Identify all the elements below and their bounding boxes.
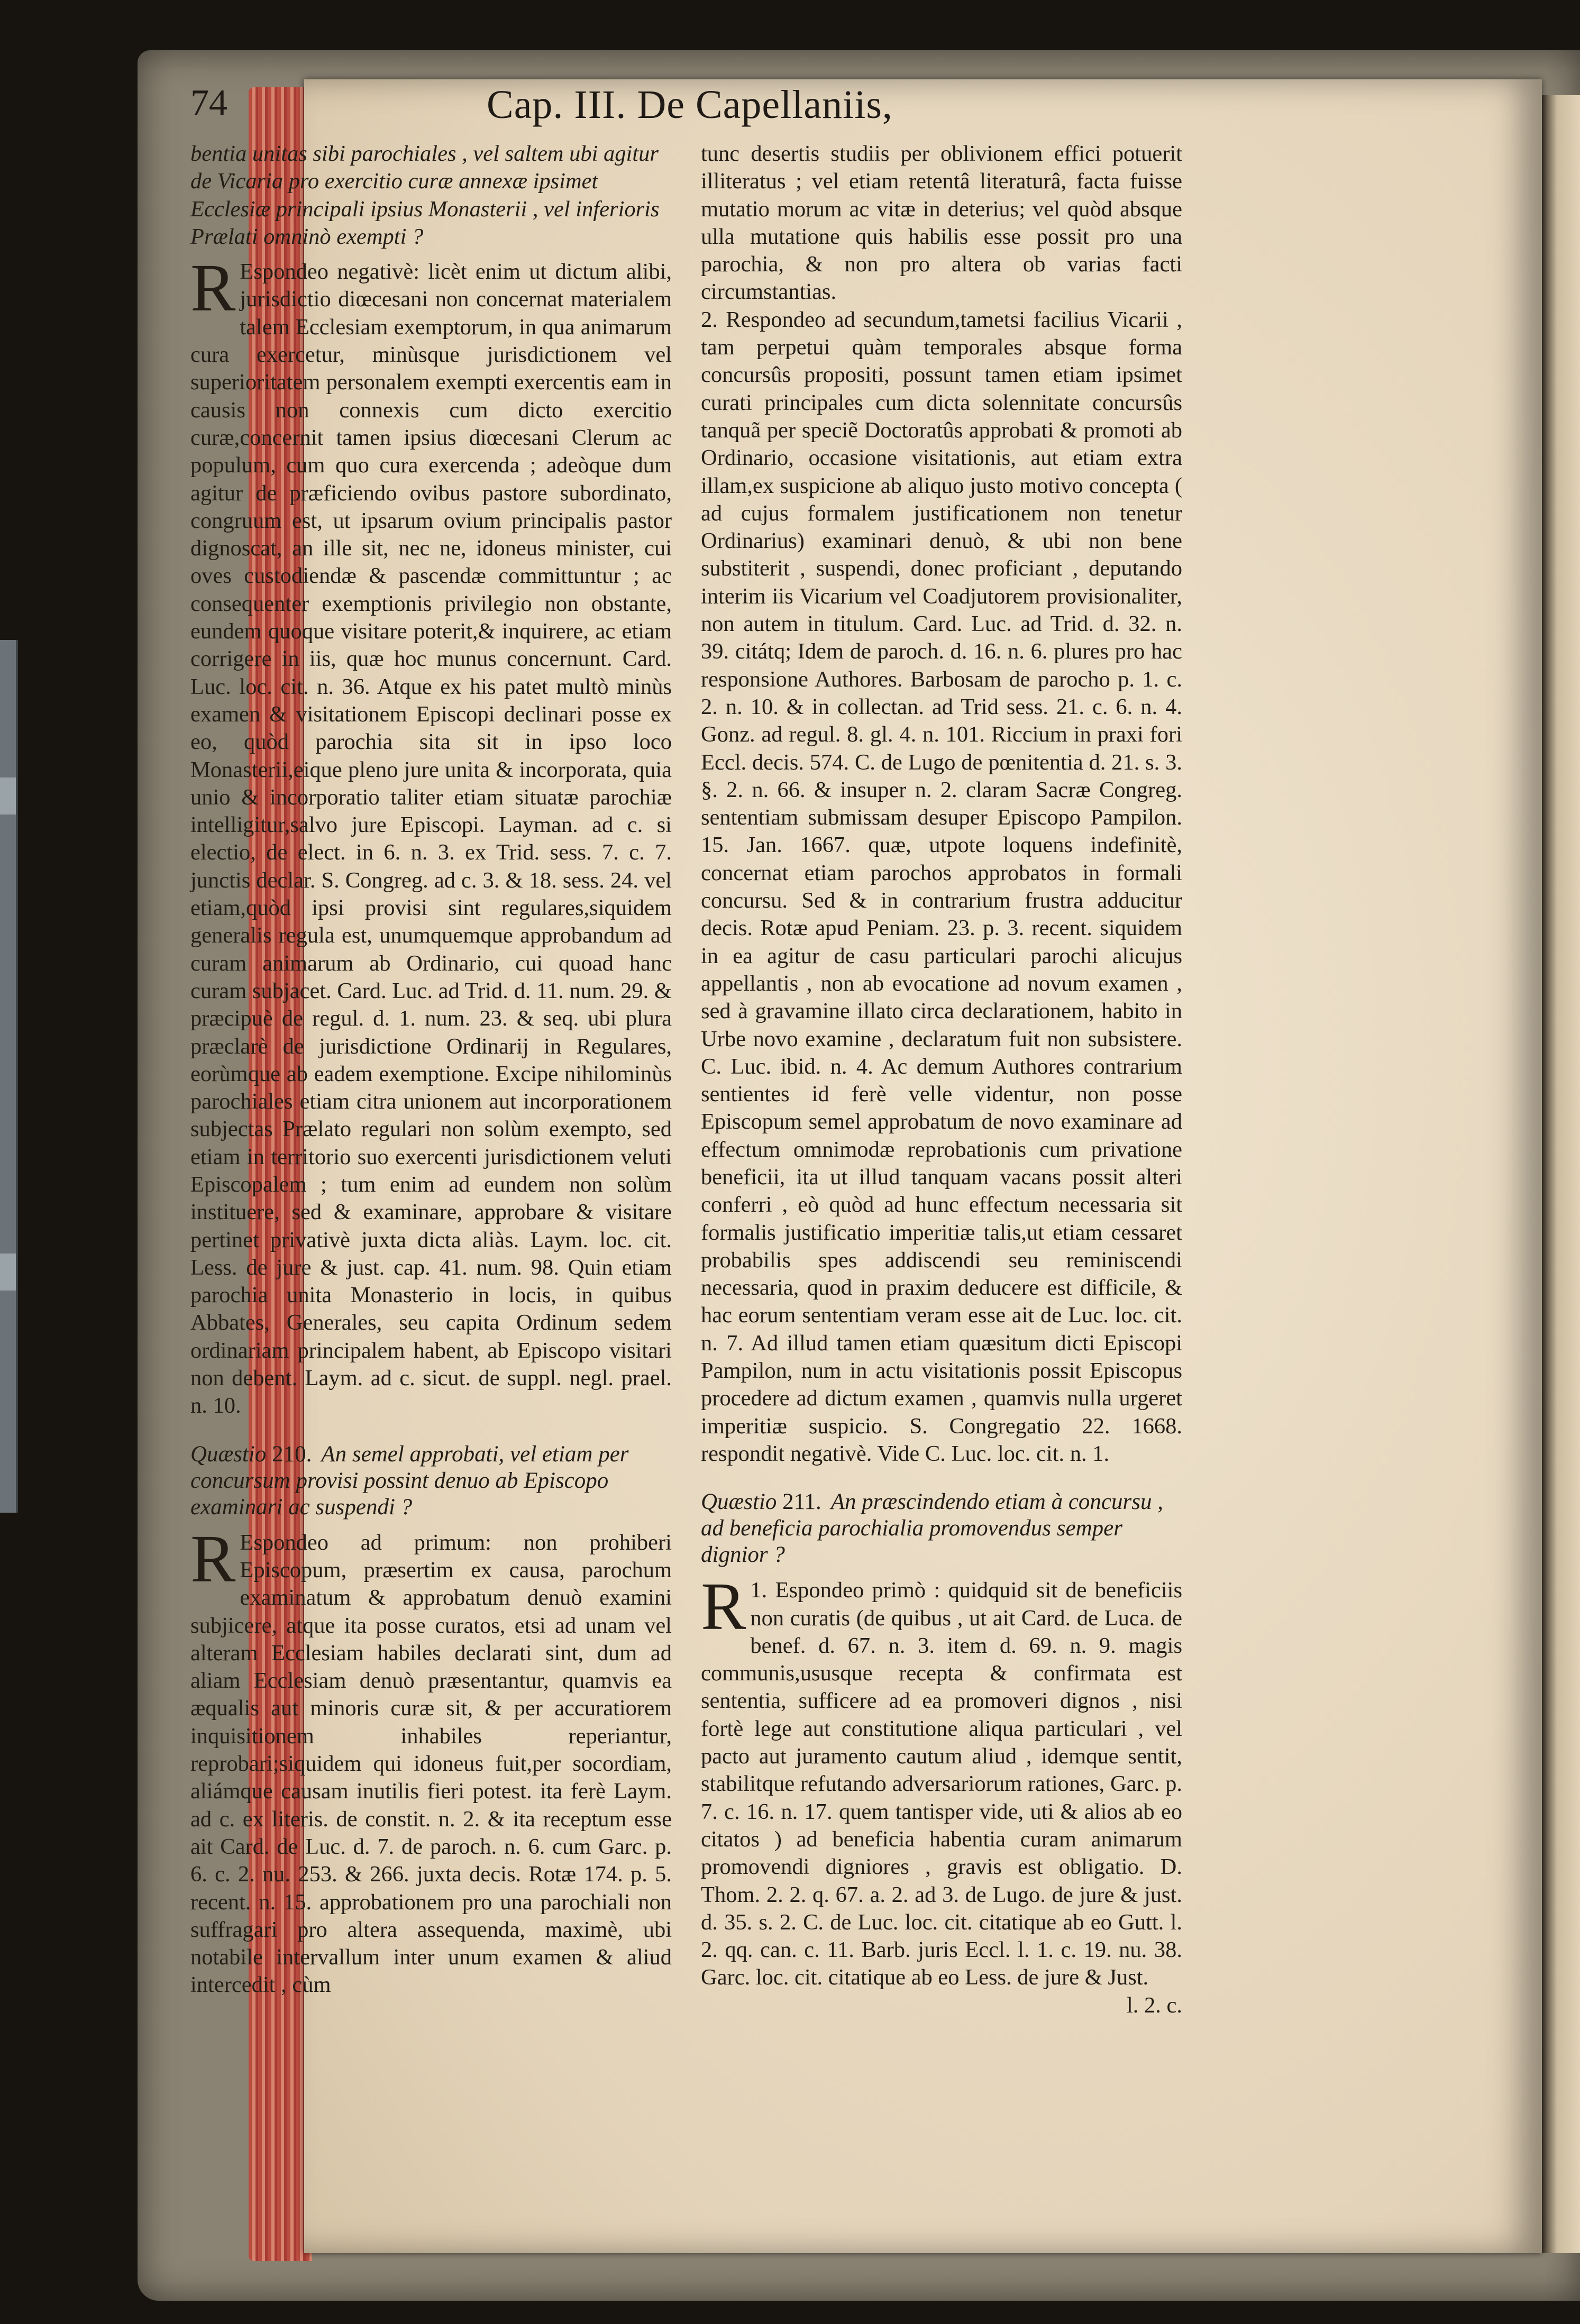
question-211 <box>701 1489 1182 1568</box>
response-text: Espondeo ad primum: non prohiberi Episcopum, præsertim ex causa, parochum examinatum & approbatum denuò examini subjicere, atque ita posse curatos, etsi ad unam vel alteram Ecclesiam habiles declarati sint, dum ad aliam Ecclesiam denuò præsentantur, quamvis ea æqualis aut minoris curæ sit, & per accuratiorem inquisitionem inhabiles reperiantur, reprobari;siquidem qui idoneus fuit,per socordiam, aliámque causam inutilis fieri potest. ita ferè Laym. ad c. ex literis. de constit. n. 2. & ita receptum esse ait Card. de Luc. d. 7. de paroch. n. 6. cum Garc. p. 6. c. 2. nu. 253. & 266. juxta decis. Rotæ 174. p. 5. recent. n. 15. approbationem pro una parochiali non suffragari pro altera assequenda, maximè, ubi notabile intervallum inter unum examen & aliud intercedit , cùm <box>190 1530 672 1998</box>
question-number: 211. <box>782 1489 821 1515</box>
page-number: 74 <box>190 83 227 123</box>
facing-page-edge <box>1542 95 1580 2253</box>
response-text: Espondeo negativè: licèt enim ut dictum alibi, jurisdictio diœcesani non concernat materialem talem Ecclesiam exemptorum, in qua animarum cura exercetur, minùsque jurisdictionem vel superioritatem personalem exempti exercentis eam in causis non connexis cum dicto exercitio curæ,concernit tamen ipsius diœcesani Clerum ac populum, cum quo cura exercenda ; adeòque dum agitur de præficiendo ovibus pastore subordinato, congruum est, ut ipsarum ovium principalis pastor dignoscat, an ille sit, nec ne, idoneus minister, cui oves custodiendæ & pascendæ committuntur ; ac consequenter exemptionis privilegio non obstante, eundem quoque visitare poterit,& inquirere, ac etiam corrigere in iis, quæ hoc munus concernunt. Card. Luc. loc. cit. n. 36. Atque ex his patet multò minùs examen & visitationem Episcopi declinari posse ex eo, quòd parochia sita sit in ipso loco Monasterii,eique pleno jure unita & incorporata, quia unio & incorporatio taliter etiam situatæ parochiæ intelligitur,salvo jure Episcopi. Layman. ad c. si electio, de elect. in 6. n. 3. ex Trid. sess. 7. c. 7. junctis declar. S. Congreg. ad c. 3. & 18. sess. 24. vel etiam,quòd ipsi provisi sint regulares,siquidem generalis regula est, unumquemque approbandum ad curam animarum ab Ordinario, cui quoad hanc curam subjacet. Card. Luc. ad Trid. d. 11. num. 29. & præcipuè de regul. d. 1. num. 23. & seq. ubi plura præclarè de jurisdictione Ordinarij in Regulares, eorùmque ab eadem exemptione. Excipe nihilominùs parochiales etiam citra unionem aut incorporationem subjectas Prælato regulari non solùm exempto, sed etiam in territorio suo exercenti jurisdictionem veluti Episcopalem ; tum enim ad eundem non solùm instituere, sed & examinare, approbare & visitare pertinet privativè juxta dicta aliàs. Laym. loc. cit. Less. de jure & just. cap. 41. num. 98. Quin etiam parochia unita Monasterio in locis, in quibus Abbates, Generales, seu capita Ordinum sedem ordinariam principalem habent, ab Episcopo visitari non debent. Laym. ad c. sicut. de suppl. negl. prael. n. 10. <box>190 259 672 1419</box>
response-paragraph <box>701 1569 1183 1991</box>
drop-capital: R <box>190 250 236 326</box>
response-paragraph <box>190 250 672 1420</box>
drop-capital: R <box>701 1569 746 1644</box>
question-number: 210. <box>272 1441 312 1467</box>
running-title: Cap. III. De Capellaniis, <box>487 83 893 127</box>
question-210 <box>190 1441 672 1521</box>
paragraph-number: 1. <box>750 1578 768 1603</box>
drop-capital: R <box>190 1521 236 1596</box>
question-label: Quæstio <box>190 1441 267 1467</box>
question-continuation: bentia unitas sibi parochiales , vel saltem ubi agitur de Vicaria pro exercitio curæ annexæ ipsimet Ecclesiæ principali ipsius Monasterii , vel inferioris Prælati omninò exempti ? <box>190 141 660 249</box>
question-text: An præscindendo etiam à concursu , ad beneficia parochialia promovendus semper dignior ? <box>701 1489 1163 1568</box>
response-text: Espondeo primò : quidquid sit de beneficiis non curatis (de quibus , ut ait Card. de Luca. de benef. d. 67. n. 3. item d. 69. n. 9. magis communis,ususque recepta & confirmata est sententia, sufficere ad ea promoveri dignos , nisi fortè lege aut constitutione aliqua particulari , vel pacto aut juramento cautum aliud , idemque sentit, stabilitque refutando adversariorum rationes, Garc. p. 7. c. 16. n. 17. quem tantisper vide, uti & alios ab eo citatos ) ad beneficia habentia curam animarum promovendi digniores , gravis est obligatio. D. Thom. 2. 2. q. 67. a. 2. ad 3. de Lugo. de jure & just. d. 35. s. 2. C. de Luc. loc. cit. citatique ab eo Gutt. l. 2. qq. can. c. 11. Barb. juris Eccl. l. 1. c. 19. nu. 38. Garc. loc. cit. citatique ab eo Less. de jure & Just. <box>701 1578 1183 1990</box>
question-label: Quæstio <box>701 1489 777 1515</box>
ruler-tab <box>0 777 16 815</box>
continued-paragraph: tunc desertis studiis per oblivionem effici potuerit illiteratus ; vel etiam retentâ literaturâ, facta fuisse mutatio morum ac vitæ in deterius; vel quòd absque ulla mutatione quis habilis esse possit pro una parochia, & non pro altera ob varias facti circumstantias. <box>701 141 1182 305</box>
question-text: An semel approbati, vel etiam per concursum provisi possint denuo ab Episcopo examinari ac suspendi ? <box>190 1441 629 1520</box>
side-ruler <box>0 640 18 1513</box>
catchword: l. 2. c. <box>1126 1992 1182 2018</box>
response-paragraph <box>190 1521 672 1999</box>
page-header <box>190 82 1222 140</box>
response-paragraph: 2. Respondeo ad secundum,tametsi facilius Vicarii , tam perpetui quàm temporales absque forma concursûs propositi, possunt tamen etiam ipsimet curati principales cum dicta solennitate concursûs tanquã per speciẽ Doctoratûs approbati & promoti ab Ordinario, occasione visitationis, aut etiam extra illam,ex suspicione ab aliquo justo motivo concepta ( ad cujus formalem justificationem non tenetur Ordinarius) examinari denuò, & ubi non bene substiterit , suspendi, donec proficiant , deputando interim iis Vicarium vel Coadjutorem provisionaliter, non autem in titulum. Card. Luc. ad Trid. d. 32. n. 39. citátq; Idem de paroch. d. 16. n. 6. plures pro hac responsione Authores. Barbosam de parocho p. 1. c. 2. n. 10. & in collectan. ad Trid sess. 21. c. 6. n. 4. Gonz. ad regul. 8. gl. 4. n. 101. Riccium in praxi fori Eccl. decis. 574. C. de Lugo de pœnitentia d. 21. s. 3. §. 2. n. 66. & insuper n. 2. claram Sacræ Congreg. sententiam submissam desuper Episcopo Pampilon. 15. Jan. 1667. quæ, utpote loquens indefinitè, concernat etiam parochos approbatos in formali concursu. Sed & in contrarium frustra adducitur decis. Rotæ apud Peniam. 23. p. 3. recent. siquidem in ea agitur de casu particulari parochi alicujus appellantis , non ab evocatione ad novum examen , sed à gravamine illato circa declarationem, habito in Urbe novo examine , declaratum fuit non subsistere. C. Luc. ibid. n. 4. Ac demum Authores contrarium sentientes id ferè velle videntur, non posse Episcopum semel approbatum de novo examinare ad effectum omnimodæ reprobationis cum privatione beneficii, ita ut illud tanquam vacans possit alteri conferri , eò quòd ad hunc effectum necessaria sit formalis justificatio imperitiæ talis,ut etiam cessaret probabilis spes addiscendi seu reminiscendi necessaria, quod in praxim deducere est difficile, & hac eorum sententiam veram esse ait de Luc. loc. cit. n. 7. Ad illud tamen etiam quæsitum dicti Episcopi Pampilon, num in actu visitationis possit Episcopus procedere ad dictum examen , quamvis nulla urgeret imperitiæ suspicio. S. Congregatio 22. 1668. respondit negativè. Vide C. Luc. loc. cit. n. 1. <box>701 307 1182 1466</box>
ruler-tab <box>0 1254 16 1291</box>
right-column <box>701 140 1182 2019</box>
left-column <box>190 140 672 1999</box>
